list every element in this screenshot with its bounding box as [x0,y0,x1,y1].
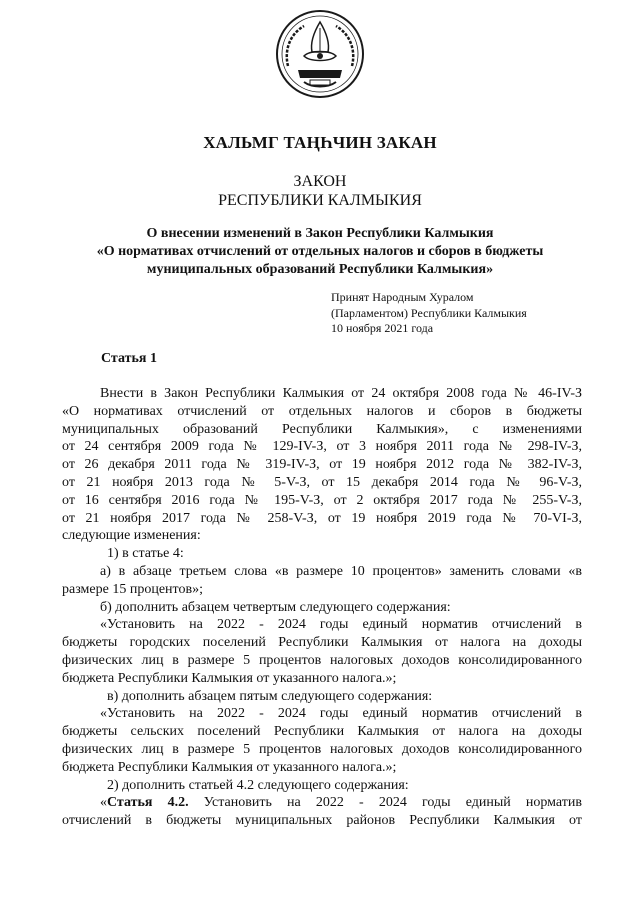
republic-heading: РЕСПУБЛИКИ КАЛМЫКИЯ [218,192,422,209]
quote-line: бюджета Республики Калмыкия от указанного налога.»; [62,759,397,775]
paragraph-line: от 21 ноября 2017 года № 258-V-З, от 19 ноября 2019 года № 70-VI-З, [62,510,582,526]
paragraph-line: от 26 декабря 2011 года № 319-IV-З, от 19 ноября 2012 года № 382-IV-З, [62,457,582,473]
law-title-line-1: О внесении изменений в Закон Республики Калмыкия [146,226,494,241]
amendment-item-2: 2) дополнить статьей 4.2 следующего содержания: [107,777,409,793]
adoption-line-2: (Парламентом) Республики Калмыкия [331,305,527,320]
amendment-item-1a-cont: размере 15 процентов»; [62,581,203,597]
article-4-2-line [62,794,582,812]
paragraph-line: Внести в Закон Республики Калмыкия от 24 октября 2008 года № 46-IV-З [100,386,582,401]
adoption-note [331,290,527,337]
article-1-heading: Статья 1 [101,351,157,366]
amendment-item-1b: б) дополнить абзацем четвертым следующего содержания: [100,599,451,615]
paragraph-line: от 21 ноября 2013 года № 5-V-З, от 15 декабря 2014 года № 96-V-З, [62,474,582,490]
paragraph-line: следующие изменения: [62,528,201,544]
law-word-heading: ЗАКОН [293,173,347,190]
law-title-line-2: «О нормативах отчислений от отдельных налогов и сборов в бюджеты [96,244,544,259]
paragraph-line: «О нормативах отчислений от отдельных налогов и сборов в бюджеты [62,403,582,419]
adoption-date: 10 ноября 2021 года [331,321,434,335]
article-4-2-label: Статья 4.2. [107,795,189,811]
kalmykia-emblem-icon [274,8,366,100]
paragraph-line: муниципальных образований Республики Калмыкия», с изменениями [62,421,582,437]
kalmyk-law-heading: ХАЛЬМГ ТАҢҺЧИН ЗАКАН [203,133,437,152]
quote-line: бюджеты городских поселений Республики Калмыкия от налога на доходы [62,635,582,651]
quote-mark: « [100,795,107,811]
amendment-item-1: 1) в статье 4: [107,546,184,562]
quote-line: физических лиц в размере 5 процентов налоговых доходов консолидированного [62,741,582,757]
article-4-2-text: Установить на 2022 - 2024 годы единый норматив [188,795,583,811]
quote-line: «Установить на 2022 - 2024 годы единый норматив отчислений в [100,706,582,722]
paragraph-line: от 16 сентября 2016 года № 195-V-З, от 2 октября 2017 года № 255-V-З, [62,492,582,508]
amendment-item-1a: а) в абзаце третьем слова «в размере 10 процентов» заменить словами «в [100,563,582,579]
article-1-body [62,385,582,830]
quote-line: бюджеты сельских поселений Республики Калмыкия от налога на доходы [62,724,582,740]
article-4-2-line: отчислений в бюджеты муниципальных районов Республики Калмыкия от [62,813,582,829]
quote-line: «Установить на 2022 - 2024 годы единый норматив отчислений в [100,617,582,633]
quote-line: физических лиц в размере 5 процентов налоговых доходов консолидированного [62,652,582,668]
quote-line: бюджета Республики Калмыкия от указанного налога.»; [62,670,397,686]
amendment-item-1c: в) дополнить абзацем пятым следующего содержания: [107,688,433,704]
law-title-line-3: муниципальных образований Республики Калмыкия» [146,262,494,277]
adoption-line-1: Принят Народным Хуралом [331,290,474,304]
paragraph-line: от 24 сентября 2009 года № 129-IV-З, от 3 ноября 2011 года № 298-IV-З, [62,439,582,455]
